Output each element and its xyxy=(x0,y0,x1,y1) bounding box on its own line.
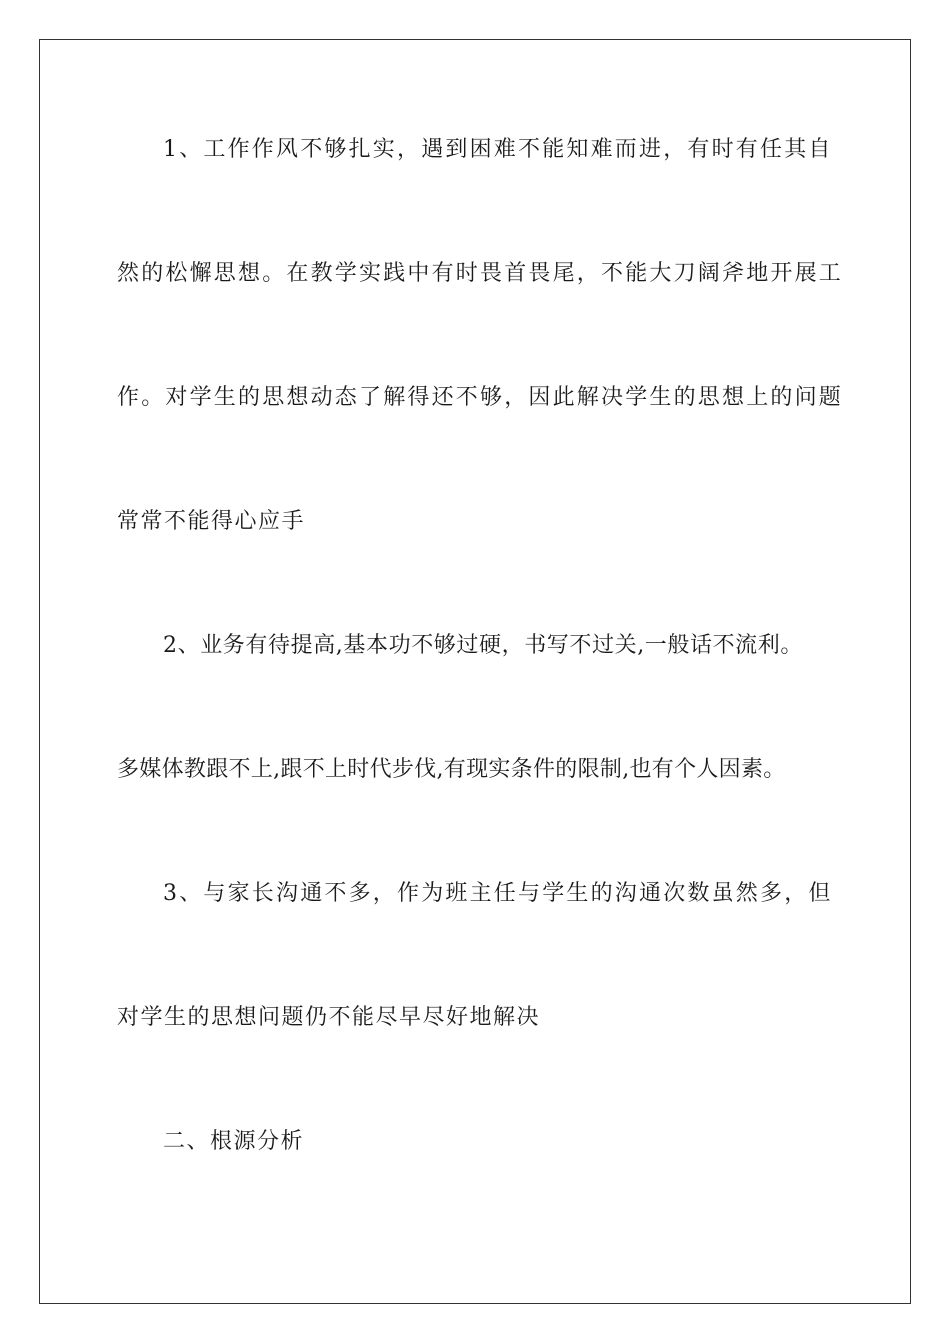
paragraph-2-line-2: 多媒体教跟不上,跟不上时代步伐,有现实条件的限制,也有个人因素。 xyxy=(117,757,786,782)
page-border xyxy=(39,39,911,1304)
section-heading: 二、根源分析 xyxy=(163,1129,305,1154)
paragraph-1-line-4: 常常不能得心应手 xyxy=(117,509,306,534)
paragraph-1-line-2: 然的松懈思想。在教学实践中有时畏首畏尾，不能大刀阔斧地开展工 xyxy=(117,261,844,286)
paragraph-3-line-1: 3、与家长沟通不多，作为班主任与学生的沟通次数虽然多，但 xyxy=(163,881,833,906)
paragraph-1-line-1: 1、工作作风不够扎实，遇到困难不能知难而进，有时有任其自 xyxy=(163,137,833,162)
paragraph-1-line-3: 作。对学生的思想动态了解得还不够，因此解决学生的思想上的问题 xyxy=(117,385,844,410)
paragraph-2-line-1: 2、业务有待提高,基本功不够过硬，书写不过关,一般话不流利。 xyxy=(163,633,803,658)
paragraph-3-line-2: 对学生的思想问题仍不能尽早尽好地解决 xyxy=(117,1005,541,1030)
